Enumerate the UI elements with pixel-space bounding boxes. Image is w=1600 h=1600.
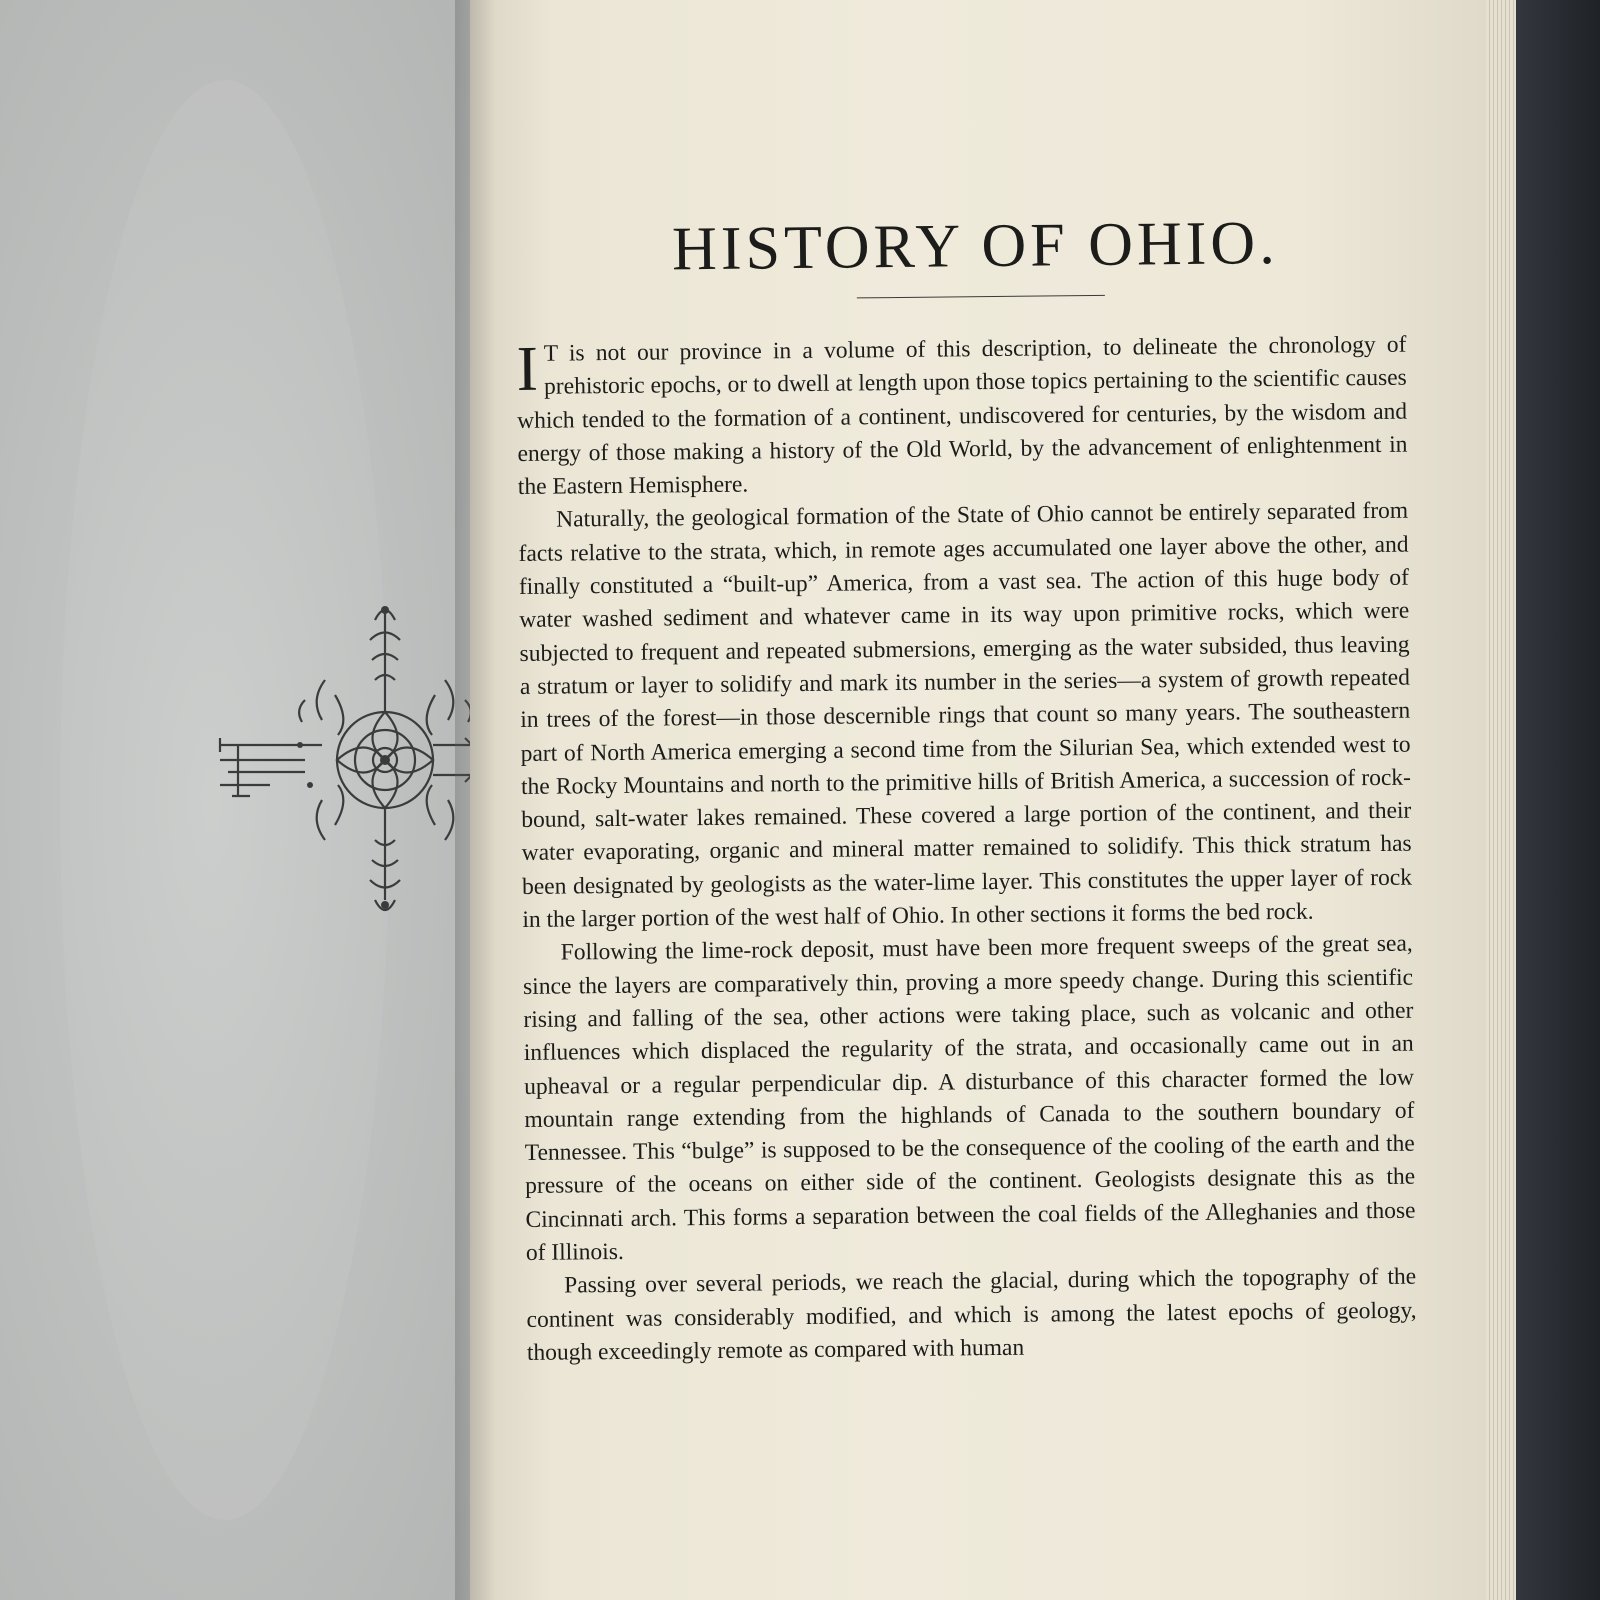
drop-cap: I [516, 332, 539, 404]
ornamental-initial-t [210, 600, 480, 920]
page-title: HISTORY OF OHIO. [671, 209, 1279, 284]
paragraph-3: Following the lime-rock deposit, must have been more frequent sweeps of the great sea, since the layers are comparatively thin, proving a more speedy change. During this scientific rising and falling of the sea, other actions were taking place, such as volcanic and other influences which displaced the regularity of the strata, and occasionally came out in an upheaval or a regular perpendicular dip. A disturbance of this character formed the low mountain range extending from the highlands of Canada to the southern boundary of Tennessee. This “bulge” is supposed to be the consequence of the cooling of the earth and the pressure of the oceans on either side of the continent. Geologists designate this as the Cincinnati arch. This forms a separation between the coal fields of the Alleghanies and those of Illinois. [522, 930, 1416, 1266]
paragraph-1 [516, 329, 1408, 505]
title-rule [857, 295, 1105, 299]
paragraph-4: Passing over several periods, we reach the glacial, during which the topography of the continent was considerably modified, and which is among the latest epochs of geology, though exceedingly remote as compared with human [526, 1263, 1417, 1366]
page-edges [1486, 0, 1516, 1600]
book-gutter [455, 0, 495, 1600]
paragraph-2: Naturally, the geological formation of the State of Ohio cannot be entirely separated from facts relative to the strata, which, in remote ages accumulated one layer above the other, and finally constituted a “built-up” America, from a vast sea. The action of this huge body of water washed sediment and whatever came in its way upon primitive rocks, which were subjected to frequent and repeated submersions, emerging as the water subsided, thus leaving a stratum or layer to solidify and mark its number in the series—a system of growth repeated in trees of the forest—in those descernible rings that count so many years. The southeastern part of North America emerging a second time from the Silurian Sea, which extended west to the Rocky Mountains and north to the primitive hills of British America, a succession of rock-bound, salt-water lakes remained. These covered a large portion of the continent, and their water evaporating, organic and mineral matter remained to solidify. This thick stratum has been designated by geologists as the water-lime layer. This constitutes the upper layer of rock in the larger portion of the west half of Ohio. In other sections it forms the bed rock. [518, 498, 1413, 934]
page-content [515, 206, 1419, 1555]
paragraph-1-text: T is not our province in a volume of this description, to delineate the chronology of prehistoric epochs, or to dwell at length upon those topics pertaining to the scientific causes which tended to the formation of a continent, undiscovered for centuries, by the wisdom and energy of those making a history of the Old World, by the advancement of enlightenment in the Eastern Hemisphere. [517, 331, 1408, 501]
